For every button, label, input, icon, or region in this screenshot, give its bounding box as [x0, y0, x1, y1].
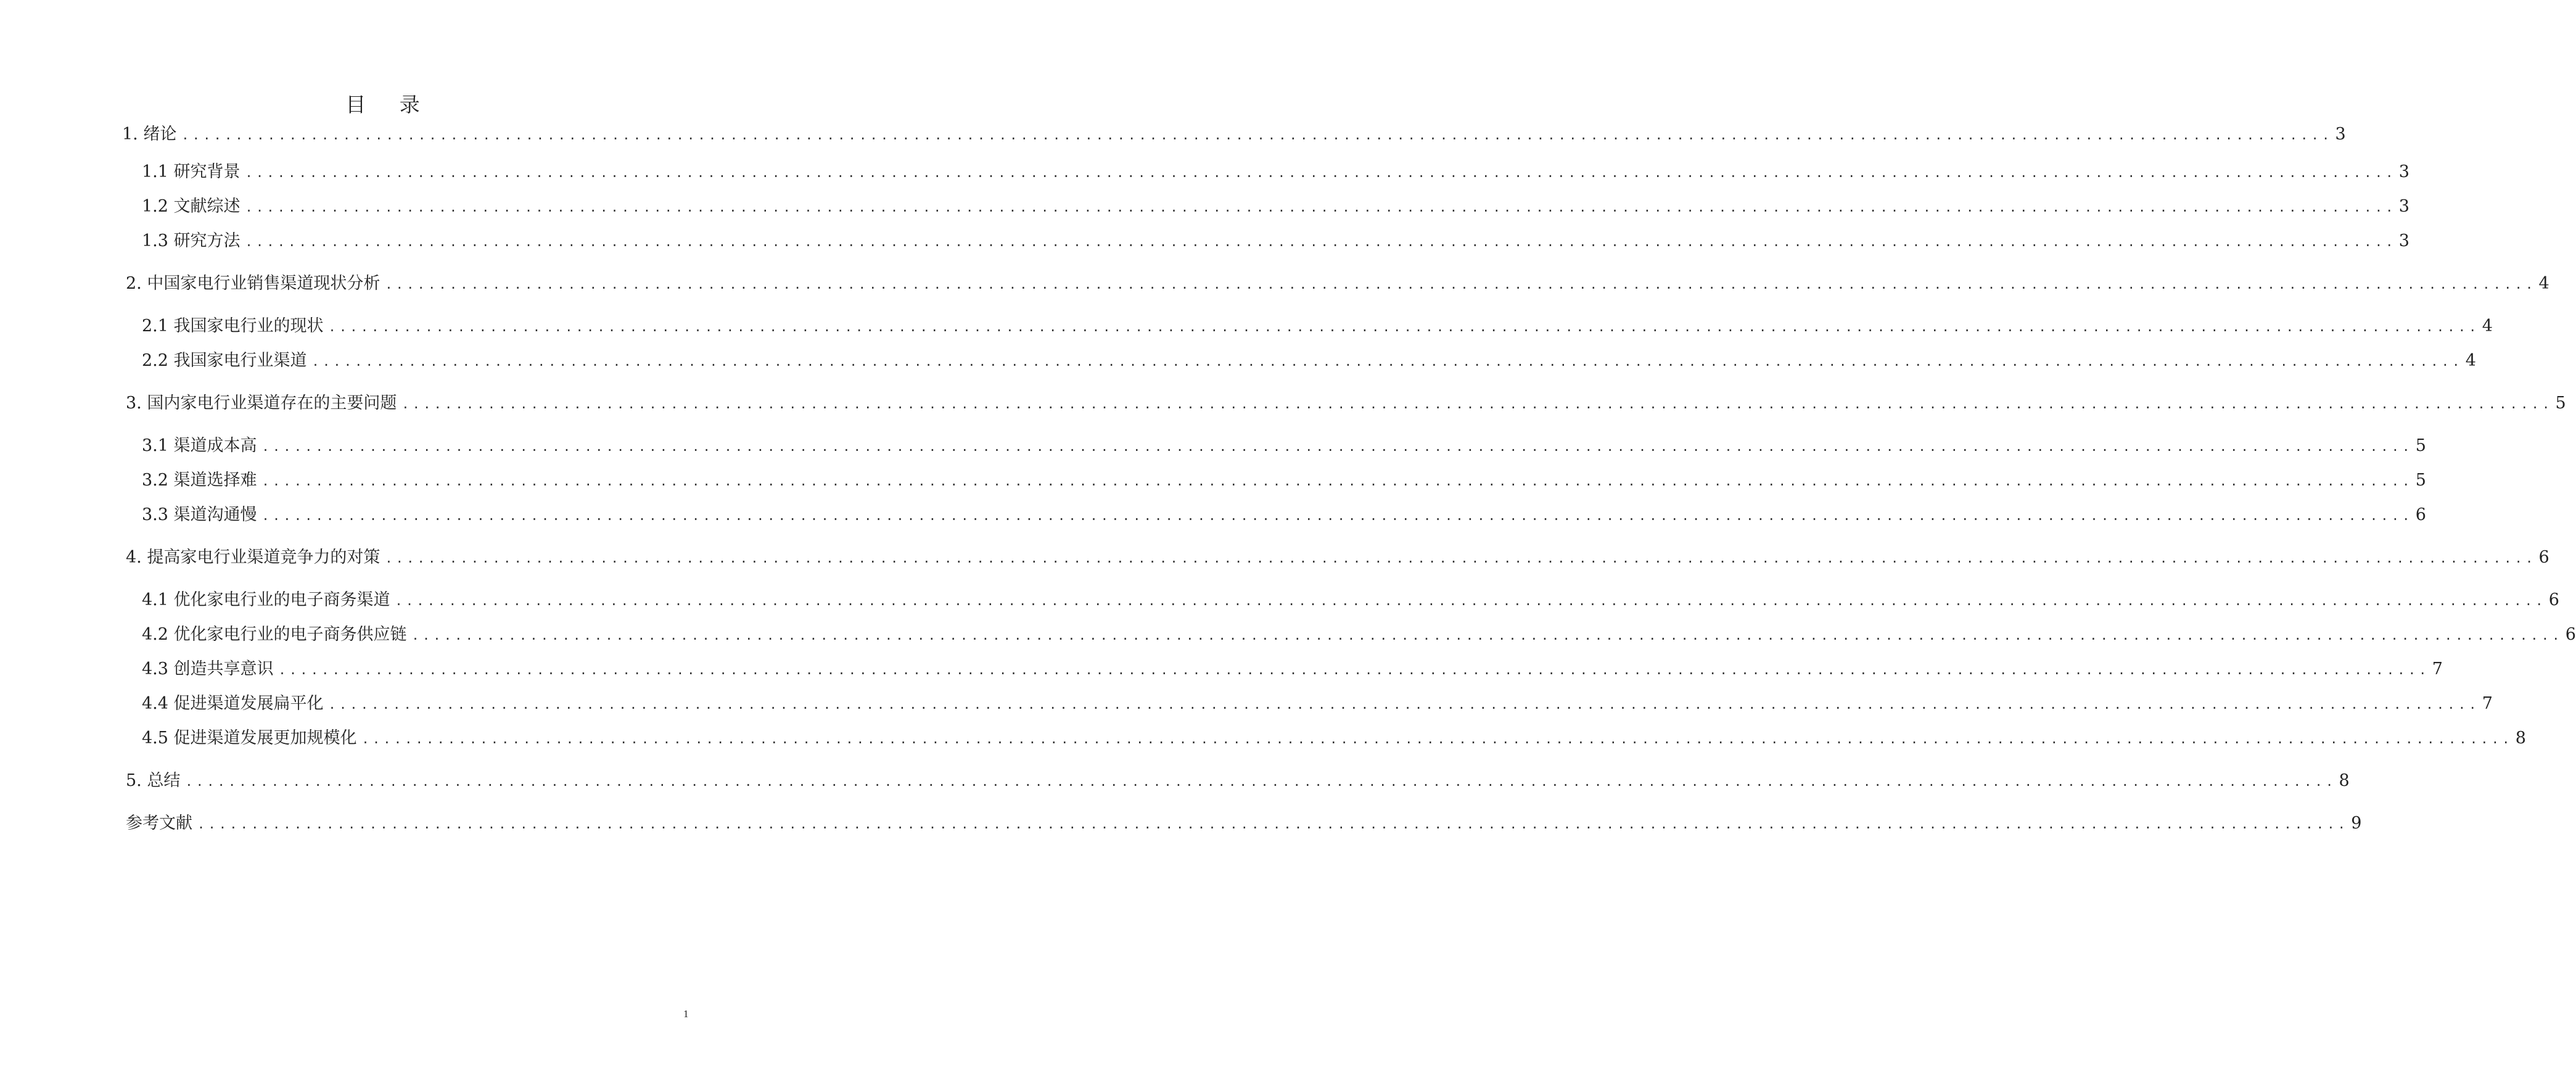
dot-leader: ........................................................................................................................................................................................................ — [361, 732, 2513, 746]
toc-entry-page: 3 — [2398, 231, 2409, 250]
toc-entry-section-4-5[interactable] — [142, 726, 2526, 751]
dot-leader: ........................................................................................................................................................................................................ — [245, 234, 2397, 249]
toc-entry-section-4-1[interactable] — [142, 588, 2559, 613]
toc-entry-page: 6 — [2565, 625, 2576, 644]
toc-entry-label: 4. 提高家电行业渠道竞争力的对策 — [126, 548, 381, 567]
dot-leader: ........................................................................................................................................................................................................ — [181, 128, 2333, 142]
dot-leader: ........................................................................................................................................................................................................ — [261, 439, 2413, 454]
toc-entry-page: 3 — [2398, 162, 2409, 181]
toc-entry-section-1-1[interactable] — [142, 160, 2409, 184]
toc-entry-page: 5 — [2415, 436, 2426, 455]
toc-entry-references[interactable] — [126, 811, 2362, 836]
dot-leader: ........................................................................................................................................................................................................ — [401, 397, 2553, 411]
toc-entry-section-2-2[interactable] — [142, 349, 2476, 373]
toc-entry-chapter-3[interactable] — [126, 391, 2566, 416]
toc-entry-label: 参考文献 — [126, 814, 192, 833]
toc-entry-section-3-3[interactable] — [142, 503, 2426, 527]
toc-entry-page: 9 — [2351, 814, 2362, 833]
dot-leader: ........................................................................................................................................................................................................ — [411, 628, 2563, 643]
toc-entry-label: 4.4 促进渠道发展扁平化 — [142, 694, 324, 713]
toc-entry-page: 4 — [2465, 351, 2476, 370]
toc-entry-label: 2.2 我国家电行业渠道 — [142, 351, 307, 370]
toc-entry-page: 6 — [2548, 590, 2559, 609]
toc-entry-page: 6 — [2538, 548, 2549, 567]
dot-leader: ........................................................................................................................................................................................................ — [245, 165, 2397, 180]
page-number: 1 — [683, 1008, 689, 1020]
toc-entry-section-3-2[interactable] — [142, 468, 2426, 493]
toc-entry-page: 7 — [2482, 694, 2493, 713]
dot-leader: ........................................................................................................................................................................................................ — [185, 774, 2337, 789]
toc-entry-label: 3.2 渠道选择难 — [142, 471, 257, 490]
toc-entry-label: 1.3 研究方法 — [142, 231, 241, 250]
dot-leader: ........................................................................................................................................................................................................ — [395, 593, 2546, 608]
toc-entry-label: 1.2 文献综述 — [142, 197, 241, 216]
toc-entry-page: 8 — [2515, 729, 2526, 748]
dot-leader: ........................................................................................................................................................................................................ — [328, 320, 2480, 334]
dot-leader: ........................................................................................................................................................................................................ — [261, 508, 2413, 523]
toc-entry-page: 3 — [2335, 125, 2346, 144]
dot-leader: ........................................................................................................................................................................................................ — [197, 817, 2349, 832]
toc-entry-chapter-4[interactable] — [126, 545, 2549, 570]
toc-entry-label: 4.2 优化家电行业的电子商务供应链 — [142, 625, 407, 644]
toc-entry-label: 2.1 我国家电行业的现状 — [142, 316, 324, 336]
toc-entry-chapter-1[interactable] — [122, 122, 2346, 147]
toc-entry-page: 4 — [2538, 274, 2549, 293]
dot-leader: ........................................................................................................................................................................................................ — [261, 474, 2413, 489]
dot-leader: ........................................................................................................................................................................................................ — [245, 200, 2397, 215]
toc-entry-page: 4 — [2482, 316, 2493, 336]
toc-entry-page: 6 — [2415, 505, 2426, 524]
toc-entry-label: 4.5 促进渠道发展更加规模化 — [142, 729, 357, 748]
toc-title: 目 录 — [345, 93, 434, 117]
toc-entry-section-4-2[interactable] — [142, 622, 2576, 647]
toc-entry-label: 2. 中国家电行业销售渠道现状分析 — [126, 274, 381, 293]
toc-entry-section-2-1[interactable] — [142, 314, 2493, 339]
toc-entry-label: 5. 总结 — [126, 771, 181, 790]
toc-entry-section-4-4[interactable] — [142, 692, 2493, 716]
toc-entry-label: 4.1 优化家电行业的电子商务渠道 — [142, 590, 390, 609]
dot-leader: ........................................................................................................................................................................................................ — [328, 697, 2480, 712]
toc-entry-page: 5 — [2415, 471, 2426, 490]
toc-entry-section-1-2[interactable] — [142, 194, 2409, 219]
toc-entry-page: 3 — [2398, 197, 2409, 216]
toc-entry-page: 7 — [2432, 659, 2443, 679]
toc-entry-page: 5 — [2555, 394, 2566, 413]
toc-entry-label: 1.1 研究背景 — [142, 162, 241, 181]
toc-entry-label: 4.3 创造共享意识 — [142, 659, 274, 679]
toc-entry-page: 8 — [2339, 771, 2350, 790]
toc-entry-label: 1. 绪论 — [122, 125, 177, 144]
toc-entry-section-1-3[interactable] — [142, 229, 2409, 254]
toc-entry-section-4-3[interactable] — [142, 657, 2443, 682]
dot-leader: ........................................................................................................................................................................................................ — [385, 551, 2537, 566]
toc-entry-chapter-2[interactable] — [126, 271, 2549, 296]
toc-entry-chapter-5[interactable] — [126, 769, 2350, 793]
toc-entry-section-3-1[interactable] — [142, 434, 2426, 458]
toc-entry-label: 3.1 渠道成本高 — [142, 436, 257, 455]
dot-leader: ........................................................................................................................................................................................................ — [278, 663, 2430, 677]
toc-entry-label: 3.3 渠道沟通慢 — [142, 505, 257, 524]
toc-entry-label: 3. 国内家电行业渠道存在的主要问题 — [126, 394, 397, 413]
dot-leader: ........................................................................................................................................................................................................ — [385, 277, 2537, 292]
dot-leader: ........................................................................................................................................................................................................ — [311, 354, 2463, 369]
